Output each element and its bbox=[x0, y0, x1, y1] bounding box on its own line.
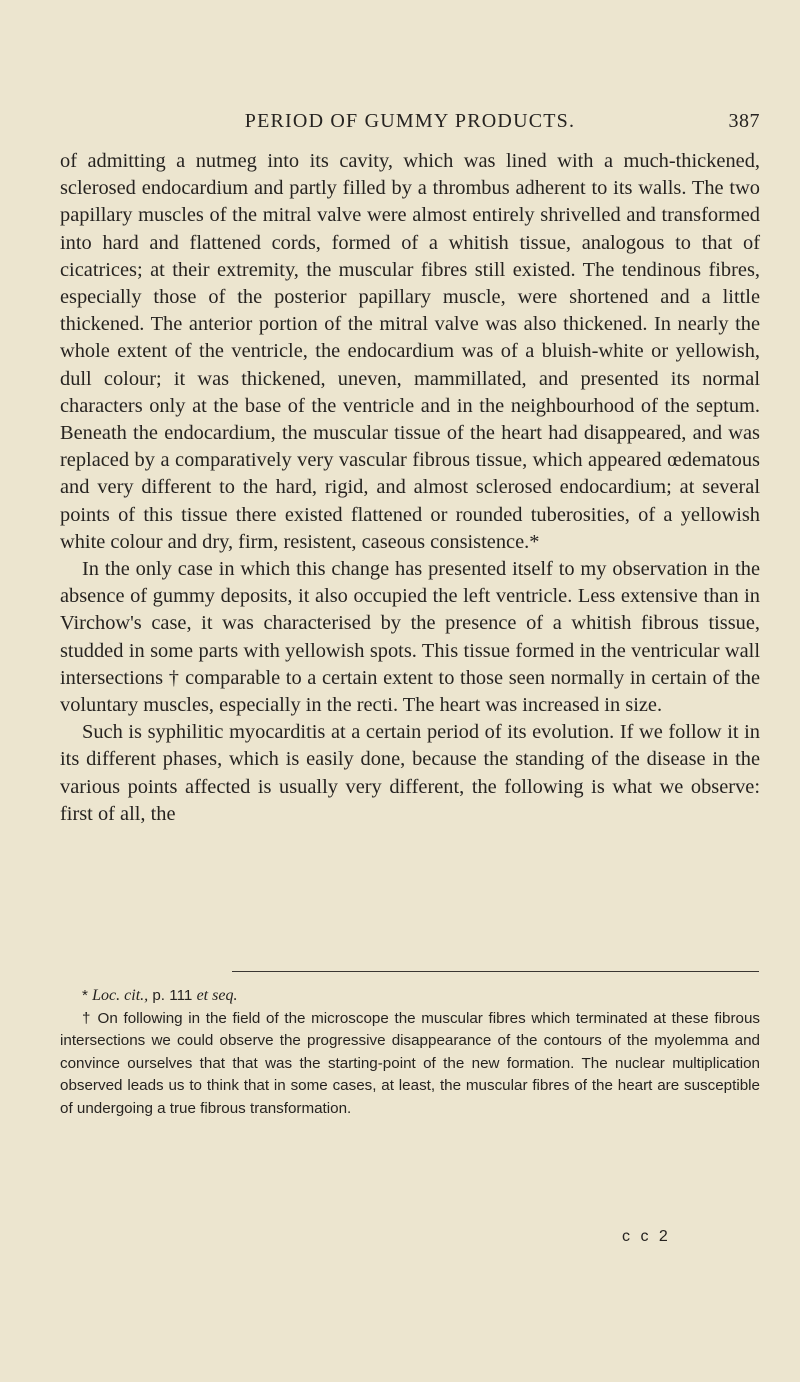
footnote-1-citation: Loc. cit., bbox=[92, 987, 149, 1004]
signature-mark: c c 2 bbox=[622, 1228, 671, 1245]
running-title: PERIOD OF GUMMY PRODUCTS. bbox=[244, 110, 576, 132]
footnote-1-page: p. 111 bbox=[148, 987, 197, 1004]
footnote-1-seq: et seq. bbox=[196, 987, 238, 1004]
running-header bbox=[60, 104, 760, 144]
paragraph-continued: of admitting a nutmeg into its cavity, which was lined with a much-thickened, sclerosed endocardium and partly filled by a thrombus adherent to its walls. The two papillary muscles of the mitral valve were almost entirely shrivelled and transformed into hard and flattened cords, formed of a whitish tissue, analogous to that of cicatrices; at their extremity, the muscular fibres still existed. The tendinous fibres, especially those of the posterior papillary muscle, were shortened and a little thickened. The anterior portion of the mitral valve was also thickened. In nearly the whole extent of the ventricle, the endocardium was of a bluish-white or yellowish, dull colour; it was thickened, uneven, mammillated, and presented its normal characters only at the base of the ventricle and in the neighbourhood of the septum. Beneath the endocardium, the muscular tissue of the heart had disappeared, and was replaced by a comparatively very vascular fibrous tissue, which appeared œdematous and very different to the hard, rigid, and almost sclerosed endocardium; at several points of this tissue there existed flattened or rounded tuberosities, of a yellowish white colour and dry, firm, resistent, caseous consistence.* bbox=[60, 150, 760, 553]
page-number: 387 bbox=[728, 110, 760, 132]
footnote-2: † On following in the field of the microscope the muscular fibres which terminated at these fibrous intersections we could observe the progressive disappearance of the contours of the myolemma and convince ourselves that that was the starting-point of the new formation. The nuclear multiplication observed leads us to think that in some cases, at least, the muscular fibres of the heart are susceptible of undergoing a true fibrous transformation. bbox=[60, 1009, 760, 1117]
footnote-1 bbox=[60, 985, 760, 1008]
footnote-1-marker: * bbox=[82, 987, 93, 1004]
main-text bbox=[60, 148, 760, 828]
paragraph-case: In the only case in which this change has presented itself to my observation in the absence of gummy deposits, it also occupied the left ventricle. Less extensive than in Virchow's case, it was characterised by the presence of a whitish fibrous tissue, studded in some parts with yellowish spots. This tissue formed in the ventricular wall intersections † comparable to a certain extent to those seen normally in certain of the voluntary muscles, especially in the recti. The heart was increased in size. bbox=[60, 558, 760, 717]
footnotes bbox=[60, 985, 760, 1121]
footnote-separator bbox=[232, 971, 759, 972]
paragraph-evolution: Such is syphilitic myocarditis at a certain period of its evolution. If we follow it in its different phases, which is easily done, because the standing of the disease in the various points affected is usually very different, the following is what we observe: first of all, the bbox=[60, 721, 760, 825]
